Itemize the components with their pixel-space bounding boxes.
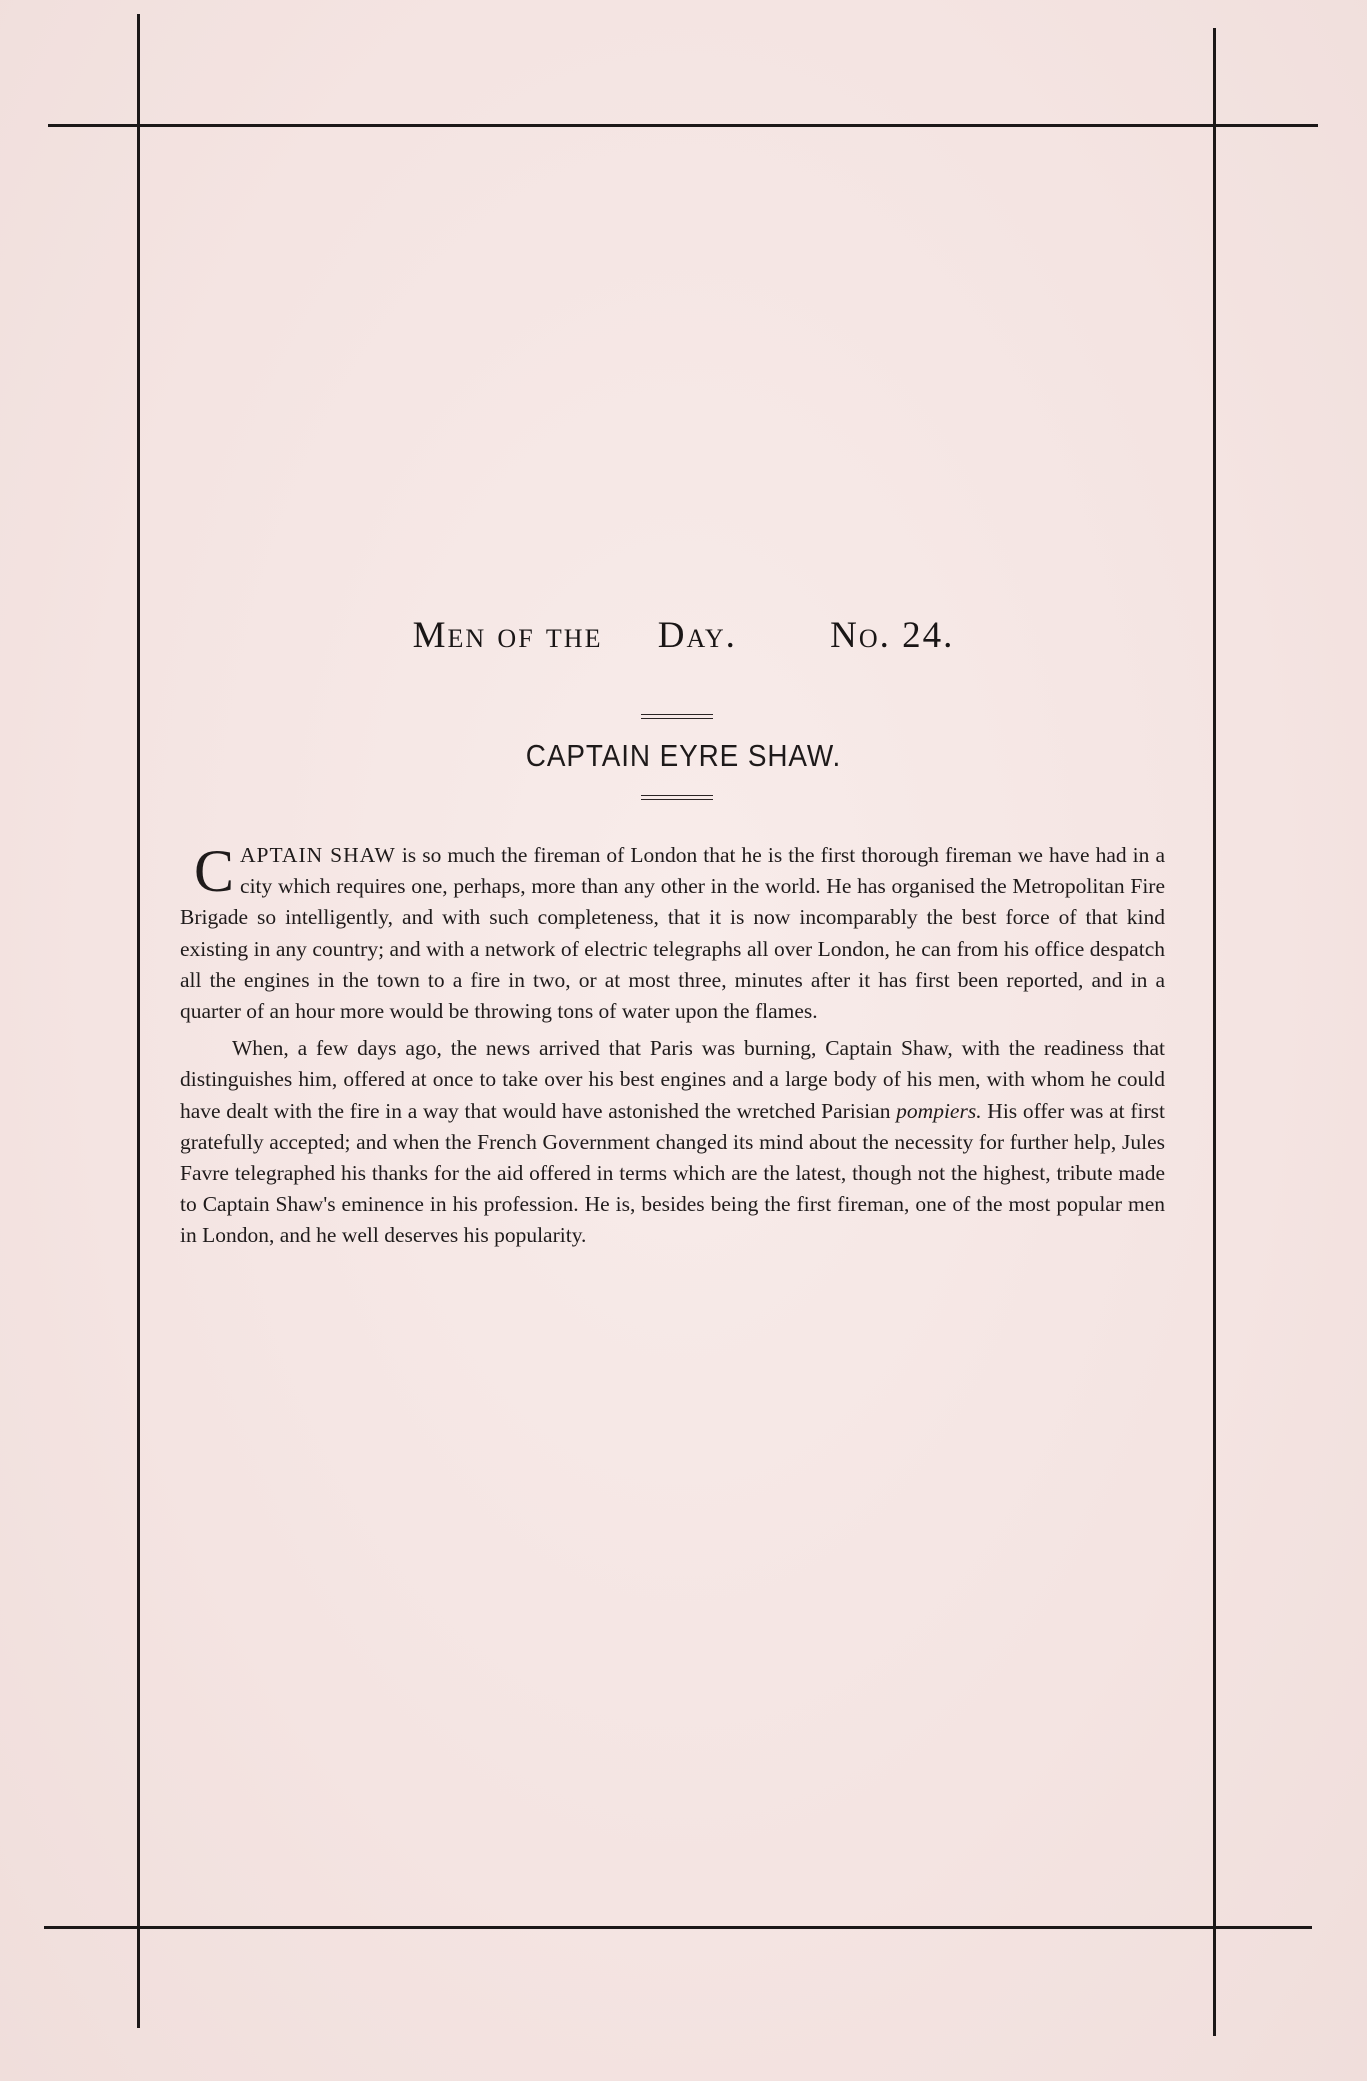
series-heading [0, 614, 1367, 657]
paragraph-1-text: is so much the fireman of London that he is the first thorough fireman we have had in a city which requires one, perhaps, more than any other in the world. He has organised the Metropolitan Fire Brigade so intelligently, and with such completeness, that it is now incomparably the best force of that kind existing in any country; and with a network of electric telegraphs all over London, he can from his office despatch all the engines in the town to a fire in two, or at most three, minutes after it has first been reported, and in a quarter of an hour more would be throwing tons of water upon the flames. [180, 843, 1165, 1024]
border-rule-right [1213, 28, 1216, 2036]
series-heading-title: Men of the [412, 615, 603, 656]
series-heading-number: No. 24. [830, 615, 955, 656]
border-rule-left [137, 14, 140, 2028]
title-rule-lower [641, 795, 713, 800]
paragraph-2-text-a: When, a few days ago, the news arrived that Paris was burning, Captain Shaw, with the readiness that distinguishes him, offered at once to take over his best engines and a large body of his men, with whom he could have dealt with the fire in a way that would have astonished the wretched Parisian [180, 1036, 1165, 1123]
title-rule-upper [641, 714, 713, 719]
article-paragraph-2 [180, 1033, 1165, 1251]
lead-caps: APTAIN SHAW [240, 843, 396, 867]
series-heading-day: Day. [657, 615, 737, 656]
article-title: CAPTAIN EYRE SHAW. [525, 738, 842, 773]
article-body [180, 840, 1165, 1258]
drop-cap: C [194, 838, 235, 904]
paragraph-2-italic: pompiers. [896, 1098, 982, 1123]
border-rule-bottom [44, 1926, 1312, 1929]
border-rule-top [48, 124, 1318, 127]
paragraph-2-text-b: His offer was at first gratefully accepted; and when the French Government changed its mind about the necessity for further help, Jules Favre telegraphed his thanks for the aid offered in terms which are the latest, though not the highest, tribute made to Captain Shaw's eminence in his profession. He is, besides being the first fireman, one of the most popular men in London, and he well deserves his popularity. [180, 1098, 1165, 1248]
article-paragraph-1 [180, 840, 1165, 1027]
